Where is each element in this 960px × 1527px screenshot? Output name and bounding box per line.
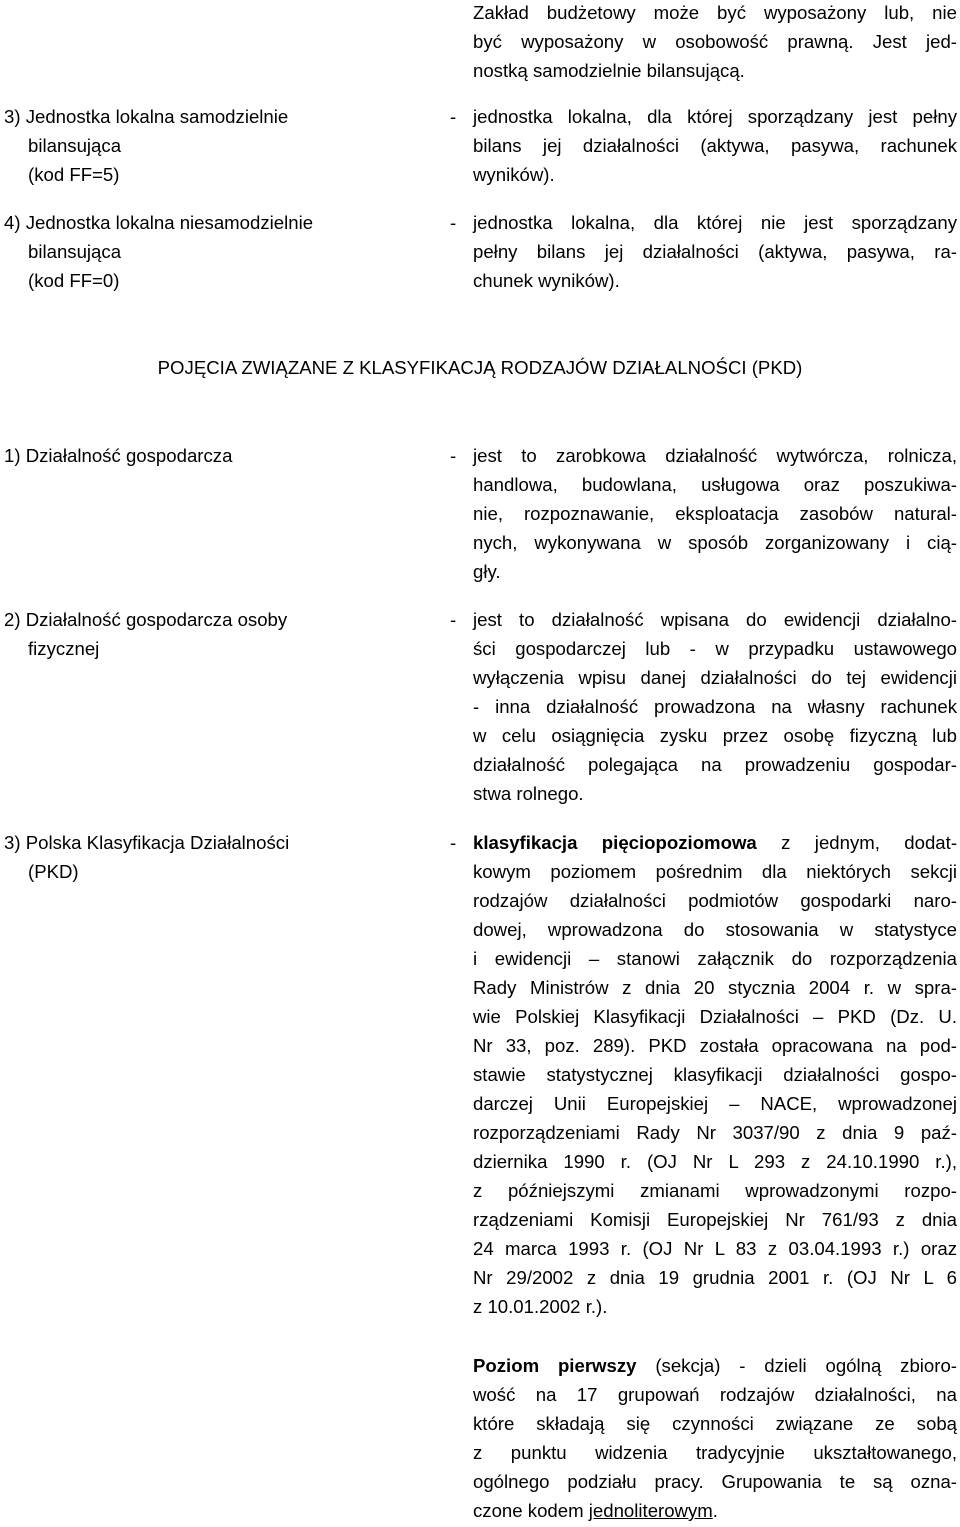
text-line: Zakład budżetowy może być wyposażony lub, nie <box>473 2 957 23</box>
paragraph-line <box>473 1500 718 1522</box>
text-line: nostką samodzielnie bilansującą. <box>473 60 745 81</box>
term-label: (PKD) <box>28 861 79 882</box>
paragraph-text: czone kodem <box>473 1500 589 1521</box>
definition-line: dziernika 1990 r. (OJ Nr L 293 z 24.10.1990 r.), <box>473 1151 957 1172</box>
definition-text: z jednym, dodat- <box>756 832 958 853</box>
paragraph-text: (sekcja) - dzieli ogólną zbioro- <box>636 1355 957 1376</box>
term-label: 3) Polska Klasyfikacja Działalności <box>4 832 290 853</box>
section-heading: POJĘCIA ZWIĄZANE Z KLASYFIKACJĄ RODZAJÓW DZIAŁALNOŚCI (PKD) <box>157 357 803 378</box>
term-label: (kod FF=0) <box>28 270 120 291</box>
term-label: bilansująca <box>28 241 122 262</box>
paragraph-text: . <box>712 1500 718 1521</box>
definition-line: jednostka lokalna, dla której nie jest sporządzany <box>473 212 957 233</box>
definition-line: kowym poziomem pośrednim dla niektórych sekcji <box>473 861 957 882</box>
definition-line: nie, rozpoznawanie, eksploatacja zasobów natural- <box>473 503 957 524</box>
definition-line: z późniejszymi zmianami wprowadzonymi rozpo- <box>473 1180 957 1201</box>
term-label: 2) Działalność gospodarcza osoby <box>4 609 288 630</box>
term-label: (kod FF=5) <box>28 164 120 185</box>
definition-line: rozporządzeniami Rady Nr 3037/90 z dnia 9 paź- <box>473 1122 957 1143</box>
definition-line: wyłączenia wpisu danej działalności do tej ewidencji <box>473 667 957 688</box>
term-label: 4) Jednostka lokalna niesamodzielnie <box>4 212 314 233</box>
definition-line: darczej Unii Europejskiej – NACE, wprowadzonej <box>473 1093 957 1114</box>
definition-line: stwa rolnego. <box>473 783 584 804</box>
definition-line: pełny bilans jej działalności (aktywa, pasywa, ra- <box>473 241 957 262</box>
definition-line: wyników). <box>473 164 555 185</box>
definition-line: Rady Ministrów z dnia 20 stycznia 2004 r. w spra- <box>473 977 957 998</box>
definition-line: 24 marca 1993 r. (OJ Nr L 83 z 03.04.1993 r.) oraz <box>473 1238 957 1259</box>
definition-line: Nr 29/2002 z dnia 19 grudnia 2001 r. (OJ Nr L 6 <box>473 1267 957 1288</box>
definition-line: rządzeniami Komisji Europejskiej Nr 761/93 z dnia <box>473 1209 957 1230</box>
definition-line <box>473 832 957 854</box>
paragraph-line: ogólnego podziału pracy. Grupowania te są ozna- <box>473 1471 957 1492</box>
paragraph-line: z punktu widzenia tradycyjnie ukształtowanego, <box>473 1442 957 1463</box>
definition-line: wie Polskiej Klasyfikacji Działalności – PKD (Dz. U. <box>473 1006 957 1027</box>
definition-line: jednostka lokalna, dla której sporządzany jest pełny <box>473 106 957 127</box>
dash: - <box>450 445 457 466</box>
definition-line: bilans jej działalności (aktywa, pasywa, rachunek <box>473 135 957 156</box>
definition-line: rodzajów działalności podmiotów gospodarki naro- <box>473 890 957 911</box>
underlined-term: jednoliterowym <box>588 1500 713 1521</box>
definition-line: jest to działalność wpisana do ewidencji działalno- <box>473 609 957 630</box>
dash: - <box>450 832 457 853</box>
definition-line: z 10.01.2002 r.). <box>473 1296 608 1317</box>
definition-line: - inna działalność prowadzona na własny rachunek <box>473 696 957 717</box>
definition-line: ści gospodarczej lub - w przypadku ustawowego <box>473 638 957 659</box>
dash: - <box>450 609 457 630</box>
definition-line: gły. <box>473 561 501 582</box>
definition-line: Nr 33, poz. 289). PKD została opracowana na pod- <box>473 1035 957 1056</box>
term-label: 3) Jednostka lokalna samodzielnie <box>4 106 289 127</box>
definition-line: stawie statystycznej klasyfikacji działalności gospo- <box>473 1064 957 1085</box>
definition-line: dowej, wprowadzona do stosowania w statystyce <box>473 919 957 940</box>
paragraph-line: wość na 17 grupowań rodzajów działalności, na <box>473 1384 957 1405</box>
term-label: fizycznej <box>28 638 100 659</box>
definition-line: w celu osiągnięcia zysku przez osobę fizyczną lub <box>473 725 957 746</box>
bold-term: Poziom pierwszy <box>473 1355 637 1376</box>
term-label: bilansująca <box>28 135 122 156</box>
paragraph-line: które składają się czynności związane ze sobą <box>473 1413 957 1434</box>
text-line: być wyposażony w osobowość prawną. Jest jed- <box>473 31 957 52</box>
definition-line: jest to zarobkowa działalność wytwórcza, rolnicza, <box>473 445 957 466</box>
definition-line: działalność polegająca na prowadzeniu gospodar- <box>473 754 957 775</box>
paragraph-line <box>473 1355 957 1377</box>
dash: - <box>450 212 457 233</box>
definition-line: chunek wyników). <box>473 270 620 291</box>
bold-term: klasyfikacja pięciopoziomowa <box>473 832 757 853</box>
dash: - <box>450 106 457 127</box>
definition-line: nych, wykonywana w sposób zorganizowany i cią- <box>473 532 957 553</box>
definition-line: i ewidencji – stanowi załącznik do rozporządzenia <box>473 948 957 969</box>
term-label: 1) Działalność gospodarcza <box>4 445 233 466</box>
definition-line: handlowa, budowlana, usługowa oraz poszukiwa- <box>473 474 957 495</box>
